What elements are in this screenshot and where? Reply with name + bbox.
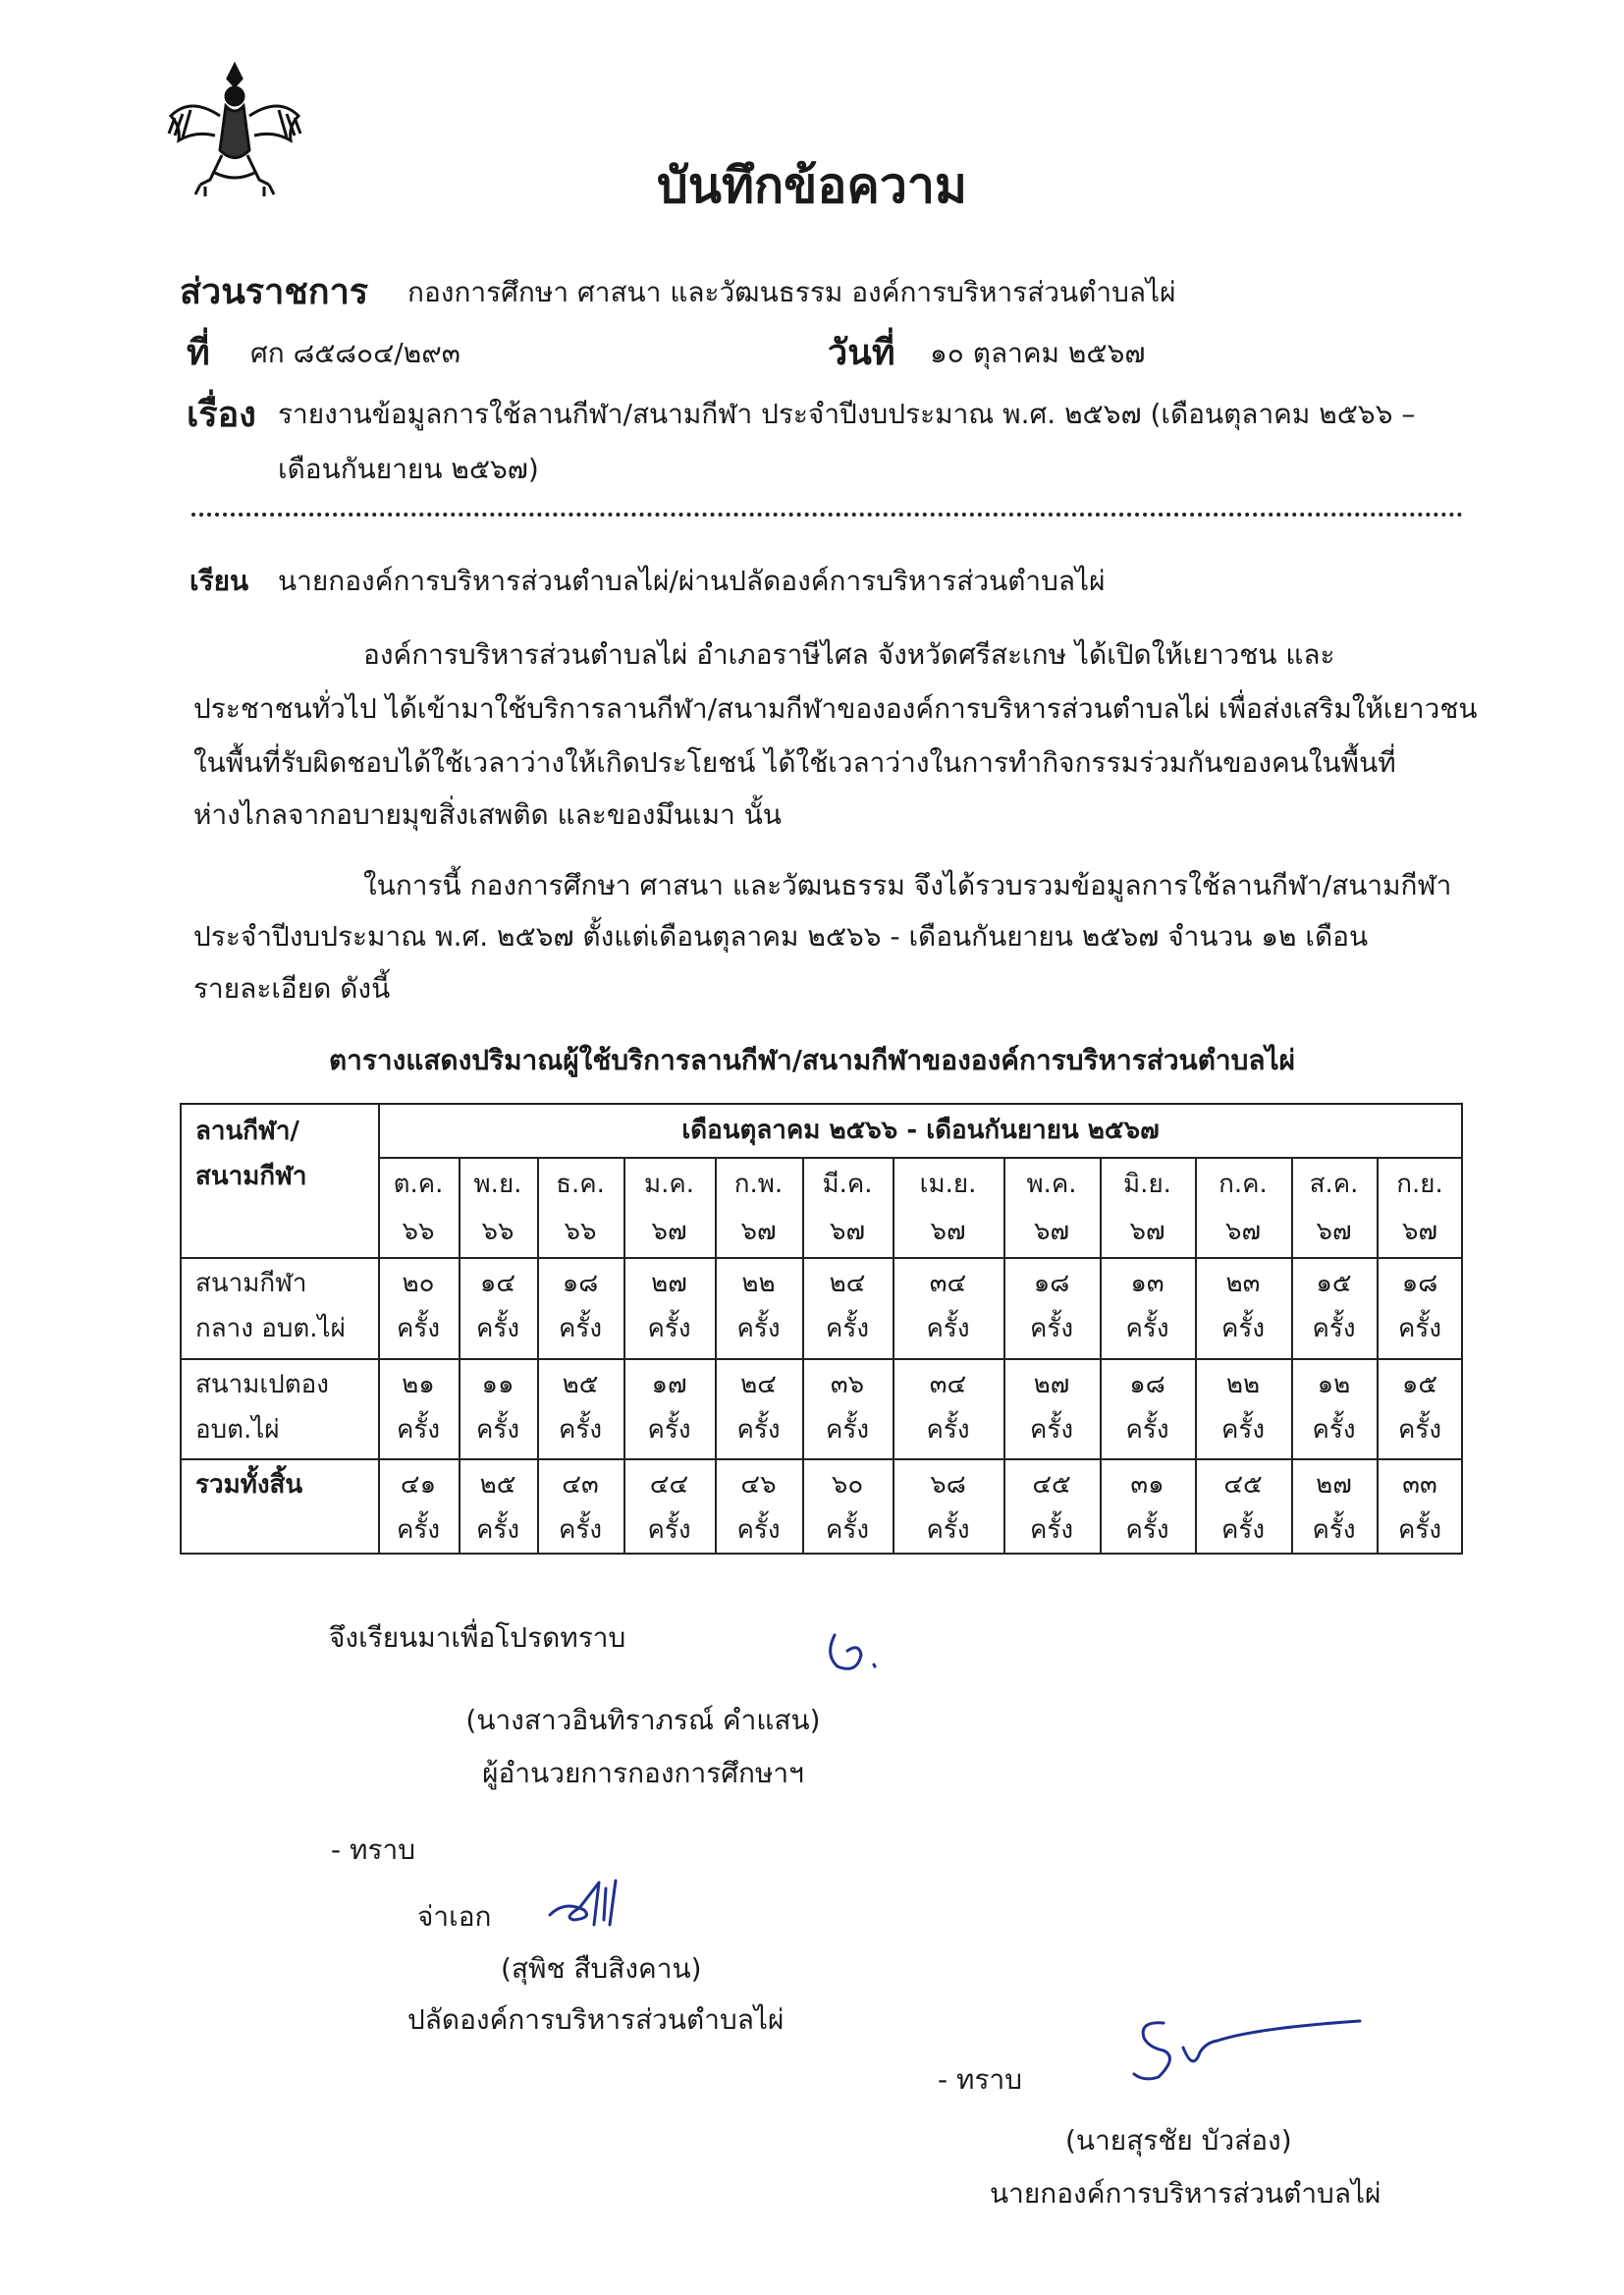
signer-1-position: ผู้อำนวยการกองการศึกษาฯ <box>482 1757 804 1789</box>
table-row-name: อบต.ไผ่ <box>195 1415 280 1445</box>
table-year-header: ๖๖ <box>481 1217 514 1246</box>
paragraph-1-line: ห่างไกลจากอบายมุขสิ่งเสพติด และของมึนเมา นั้น <box>193 798 782 831</box>
table-unit-cell: ครั้ง <box>1125 1515 1169 1545</box>
to-value: นายกองค์การบริหารส่วนตำบลไผ่/ผ่านปลัดองค์การบริหารส่วนตำบลไผ่ <box>278 565 1106 597</box>
table-row-name: รวมทั้งสิ้น <box>195 1470 303 1500</box>
dotted-separator <box>191 513 1463 517</box>
table-unit-cell: ครั้ง <box>1220 1415 1266 1445</box>
ref-value: ศก ๘๕๘๐๔/๒๙๓ <box>250 337 460 369</box>
closing-text: จึงเรียนมาเพื่อโปรดทราบ <box>329 1621 626 1654</box>
table-unit-cell: ครั้ง <box>1125 1415 1169 1445</box>
table-month-header: ธ.ค. <box>556 1170 605 1199</box>
table-unit-cell: ครั้ง <box>1397 1314 1442 1343</box>
table-year-header: ๖๗ <box>829 1217 866 1246</box>
table-unit-cell: ครั้ง <box>825 1415 870 1445</box>
table-value-cell: ๑๗ <box>651 1370 687 1399</box>
table-value-cell: ๓๔ <box>929 1370 967 1399</box>
table-month-header: ก.พ. <box>733 1170 784 1199</box>
table-value-cell: ๔๔ <box>649 1470 689 1500</box>
signer-2-name: (สุพิช สืบสิงคาน) <box>501 1952 702 1985</box>
table-unit-cell: ครั้ง <box>1125 1314 1169 1343</box>
table-unit-cell: ครั้ง <box>926 1314 970 1343</box>
table-year-header: ๖๗ <box>1401 1217 1438 1246</box>
table-value-cell: ๒๕ <box>562 1370 599 1399</box>
table-unit-cell: ครั้ง <box>475 1415 520 1445</box>
table-unit-cell: ครั้ง <box>1397 1515 1442 1545</box>
table-value-cell: ๑๘ <box>1033 1269 1070 1298</box>
paragraph-2-line: รายละเอียด ดังนี้ <box>193 972 391 1005</box>
table-caption: ตารางแสดงปริมาณผู้ใช้บริการลานกีฬา/สนามกีฬาขององค์การบริหารส่วนตำบลไผ่ <box>328 1044 1296 1076</box>
table-period-header: เดือนตุลาคม ๒๕๖๖ - เดือนกันยายน ๒๕๖๗ <box>681 1116 1160 1145</box>
table-value-cell: ๒๒ <box>741 1269 776 1298</box>
table-value-cell: ๔๖ <box>740 1470 777 1500</box>
table-value-cell: ๒๔ <box>829 1269 866 1298</box>
table-value-cell: ๑๘ <box>562 1269 599 1298</box>
table-value-cell: ๓๖ <box>830 1370 865 1399</box>
ref-label: ที่ <box>187 333 210 373</box>
memo-title: บันทึกข้อความ <box>657 157 967 214</box>
ack-2: - ทราบ <box>938 2063 1022 2096</box>
table-year-header: ๖๗ <box>1316 1217 1352 1246</box>
table-value-cell: ๔๑ <box>400 1470 437 1500</box>
table-unit-cell: ครั้ง <box>1029 1515 1074 1545</box>
table-month-header: ส.ค. <box>1309 1170 1359 1199</box>
table-unit-cell: ครั้ง <box>736 1415 781 1445</box>
paragraph-1-line: ในพื้นที่รับผิดชอบได้ใช้เวลาว่างให้เกิดประโยชน์ ได้ใช้เวลาว่างในการทำกิจกรรมร่วมกันของคนในพื้นที่ <box>193 746 1396 779</box>
table-month-header: ก.ย. <box>1396 1170 1443 1199</box>
paragraph-2-line: ในการนี้ กองการศึกษา ศาสนา และวัฒนธรรม จึงได้รวบรวมข้อมูลการใช้ลานกีฬา/สนามกีฬา <box>363 869 1452 902</box>
table-value-cell: ๑๒ <box>1317 1370 1351 1399</box>
table-value-cell: ๓๑ <box>1130 1470 1164 1500</box>
table-month-header: ต.ค. <box>393 1170 444 1199</box>
table-row-name: สนามกีฬา <box>195 1269 307 1298</box>
table-row-name: กลาง อบต.ไผ่ <box>195 1314 346 1343</box>
signature-1 <box>820 1625 889 1684</box>
date-value: ๑๐ ตุลาคม ๒๕๖๗ <box>930 337 1146 369</box>
subject-line-1: รายงานข้อมูลการใช้ลานกีฬา/สนามกีฬา ประจำปีงบประมาณ พ.ศ. ๒๕๖๗ (เดือนตุลาคม ๒๕๖๖ – <box>278 398 1416 430</box>
table-year-header: ๖๖ <box>402 1217 435 1246</box>
table-month-header: พ.ย. <box>473 1170 522 1199</box>
table-month-header: มิ.ย. <box>1123 1170 1171 1199</box>
usage-table <box>180 1103 1463 1555</box>
table-header-divider <box>182 1257 1461 1259</box>
to-label: เรียน <box>189 565 249 597</box>
table-value-cell: ๖๘ <box>930 1470 966 1500</box>
table-year-header: ๖๖ <box>564 1217 597 1246</box>
table-unit-cell: ครั้ง <box>1312 1314 1356 1343</box>
table-unit-cell: ครั้ง <box>558 1314 603 1343</box>
table-value-cell: ๒๑ <box>402 1370 435 1399</box>
table-year-header: ๖๗ <box>1224 1217 1262 1246</box>
table-value-cell: ๒๗ <box>1316 1470 1352 1500</box>
table-unit-cell: ครั้ง <box>475 1515 520 1545</box>
table-unit-cell: ครั้ง <box>396 1515 441 1545</box>
table-unit-cell: ครั้ง <box>647 1415 691 1445</box>
table-unit-cell: ครั้ง <box>1029 1415 1074 1445</box>
signature-2 <box>545 1871 653 1940</box>
table-value-cell: ๒๐ <box>402 1269 435 1298</box>
clerk-label: จ่าเอก <box>417 1900 492 1933</box>
table-value-cell: ๒๔ <box>740 1370 777 1399</box>
signer-3-name: (นายสุรชัย บัวส่อง) <box>1065 2124 1292 2157</box>
table-value-cell: ๒๓ <box>1225 1269 1261 1298</box>
table-year-header: ๖๗ <box>1129 1217 1165 1246</box>
table-value-cell: ๑๑ <box>481 1370 514 1399</box>
date-label: วันที่ <box>828 333 895 373</box>
table-unit-cell: ครั้ง <box>1312 1415 1356 1445</box>
table-value-cell: ๑๔ <box>479 1269 516 1298</box>
table-value-cell: ๒๗ <box>1033 1370 1070 1399</box>
ack-1: - ทราบ <box>331 1833 415 1866</box>
signer-2-position: ปลัดองค์การบริหารส่วนตำบลไผ่ <box>407 2003 785 2036</box>
agency-label: ส่วนราชการ <box>180 272 369 312</box>
table-unit-cell: ครั้ง <box>558 1515 603 1545</box>
table-value-cell: ๓๔ <box>929 1269 967 1298</box>
table-unit-cell: ครั้ง <box>825 1515 870 1545</box>
table-unit-cell: ครั้ง <box>1312 1515 1356 1545</box>
table-unit-cell: ครั้ง <box>647 1515 691 1545</box>
table-value-cell: ๑๘ <box>1401 1269 1438 1298</box>
table-month-header: มี.ค. <box>822 1170 873 1199</box>
table-unit-cell: ครั้ง <box>926 1515 970 1545</box>
table-row-divider <box>182 1358 1461 1360</box>
table-year-header: ๖๗ <box>1033 1217 1070 1246</box>
table-unit-cell: ครั้ง <box>558 1415 603 1445</box>
table-value-cell: ๑๓ <box>1130 1269 1164 1298</box>
table-unit-cell: ครั้ง <box>475 1314 520 1343</box>
table-value-cell: ๔๕ <box>1223 1470 1263 1500</box>
subject-line-2: เดือนกันยายน ๒๕๖๗) <box>278 453 539 485</box>
table-year-header: ๖๗ <box>740 1217 777 1246</box>
table-value-cell: ๔๓ <box>562 1470 599 1500</box>
table-unit-cell: ครั้ง <box>825 1314 870 1343</box>
table-value-cell: ๖๐ <box>831 1470 864 1500</box>
table-corner-label: ลานกีฬา/ <box>195 1117 299 1146</box>
table-row-name: สนามเปตอง <box>195 1370 329 1399</box>
table-unit-cell: ครั้ง <box>1029 1314 1074 1343</box>
table-value-cell: ๑๘ <box>1129 1370 1165 1399</box>
table-row-divider <box>378 1157 1461 1159</box>
table-unit-cell: ครั้ง <box>926 1415 970 1445</box>
table-value-cell: ๔๕ <box>1032 1470 1071 1500</box>
table-unit-cell: ครั้ง <box>736 1515 781 1545</box>
table-unit-cell: ครั้ง <box>1220 1515 1266 1545</box>
table-value-cell: ๒๗ <box>651 1269 687 1298</box>
subject-label: เรื่อง <box>187 395 256 435</box>
table-month-header: พ.ค. <box>1026 1170 1077 1199</box>
table-month-header: ก.ค. <box>1218 1170 1268 1199</box>
table-year-header: ๖๗ <box>930 1217 966 1246</box>
table-year-header: ๖๗ <box>651 1217 687 1246</box>
paragraph-1-line: องค์การบริหารส่วนตำบลไผ่ อำเภอราษีไศล จังหวัดศรีสะเกษ ได้เปิดให้เยาวชน และ <box>363 638 1335 671</box>
table-row-divider <box>182 1458 1461 1460</box>
table-value-cell: ๒๕ <box>479 1470 516 1500</box>
agency-value: กองการศึกษา ศาสนา และวัฒนธรรม องค์การบริหารส่วนตำบลไผ่ <box>407 276 1176 308</box>
table-corner-label: สนามกีฬา <box>195 1162 307 1191</box>
table-month-header: เม.ย. <box>919 1170 977 1199</box>
signer-1-name: (นางสาวอินทิราภรณ์ คำแสน) <box>465 1704 821 1736</box>
table-value-cell: ๒๒ <box>1225 1370 1261 1399</box>
table-value-cell: ๑๕ <box>1401 1370 1438 1399</box>
table-unit-cell: ครั้ง <box>396 1415 441 1445</box>
table-unit-cell: ครั้ง <box>396 1314 441 1343</box>
paragraph-2-line: ประจำปีงบประมาณ พ.ศ. ๒๕๖๗ ตั้งแต่เดือนตุลาคม ๒๕๖๖ - เดือนกันยายน ๒๕๖๗ จำนวน ๑๒ เดือน <box>193 920 1369 953</box>
paragraph-1-line: ประชาชนทั่วไป ได้เข้ามาใช้บริการลานกีฬา/สนามกีฬาขององค์การบริหารส่วนตำบลไผ่ เพื่อส่งเสริมให้เยาวชน <box>193 692 1478 725</box>
table-unit-cell: ครั้ง <box>736 1314 781 1343</box>
table-unit-cell: ครั้ง <box>647 1314 691 1343</box>
table-month-header: ม.ค. <box>643 1170 695 1199</box>
signature-3 <box>1119 2003 1375 2092</box>
table-unit-cell: ครั้ง <box>1397 1415 1442 1445</box>
table-value-cell: ๑๕ <box>1316 1269 1352 1298</box>
table-value-cell: ๓๓ <box>1402 1470 1437 1500</box>
table-unit-cell: ครั้ง <box>1220 1314 1266 1343</box>
signer-3-position: นายกองค์การบริหารส่วนตำบลไผ่ <box>990 2177 1381 2210</box>
